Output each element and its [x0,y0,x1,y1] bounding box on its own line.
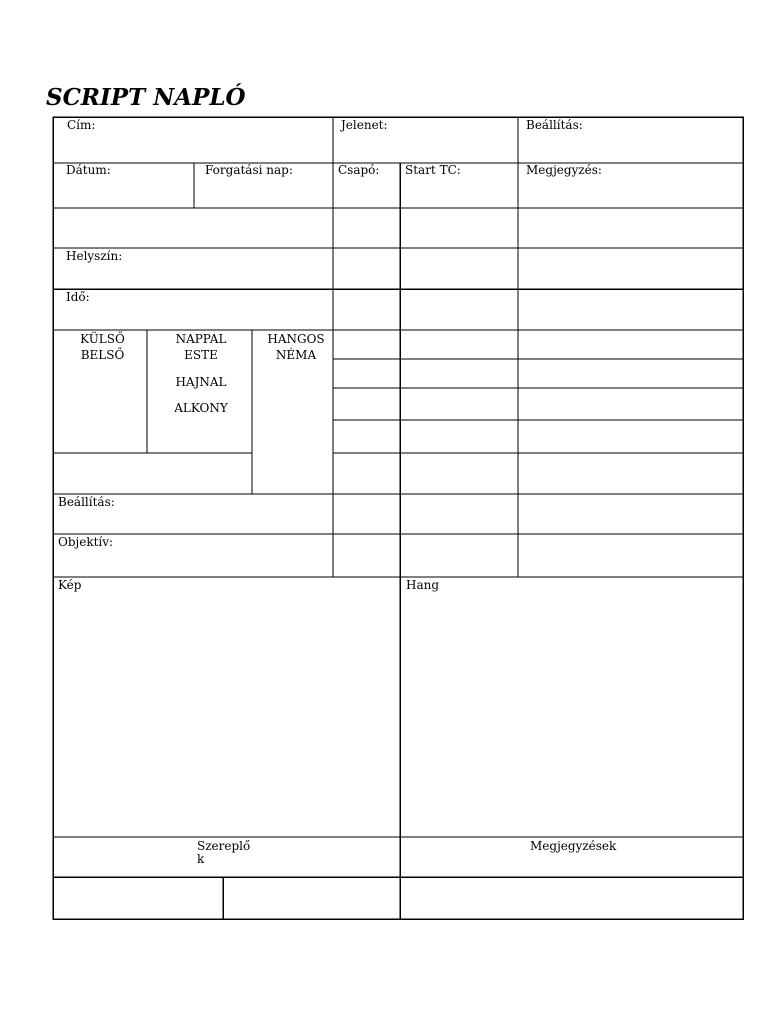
setup-field-label: Beállítás: [526,118,583,132]
title-field-label: Cím: [67,118,96,132]
lens-field-label: Objektív: [58,535,114,549]
time-field-label: Idő: [66,290,90,304]
interior-option: BELSŐ [80,348,125,362]
exterior-option: KÜLSŐ [80,332,125,346]
shooting-day-field-label: Forgatási nap: [205,163,293,177]
dawn-option: HAJNAL [175,375,227,389]
silent-option: NÉMA [275,348,317,362]
date-field-label: Dátum: [66,163,111,177]
sound-section-label: Hang [406,578,440,592]
cast-label-line2: k [197,852,205,866]
scene-field-label: Jelenet: [341,118,388,132]
picture-section-label: Kép [58,578,82,592]
notes-column-label: Megjegyzés: [526,163,602,177]
sound-option: HANGOS [267,332,325,346]
cast-label-line1: Szereplő [197,839,251,853]
day-option: NAPPAL [175,332,227,346]
page-title: SCRIPT NAPLÓ [46,84,246,111]
clapper-column-label: Csapó: [338,163,380,177]
evening-option: ESTE [184,348,218,362]
remarks-section-label: Megjegyzések [530,839,617,853]
location-field-label: Helyszín: [66,249,123,263]
dusk-option: ALKONY [174,401,228,415]
start-tc-column-label: Start TC: [405,163,461,177]
setup-lower-field-label: Beállítás: [58,495,115,509]
